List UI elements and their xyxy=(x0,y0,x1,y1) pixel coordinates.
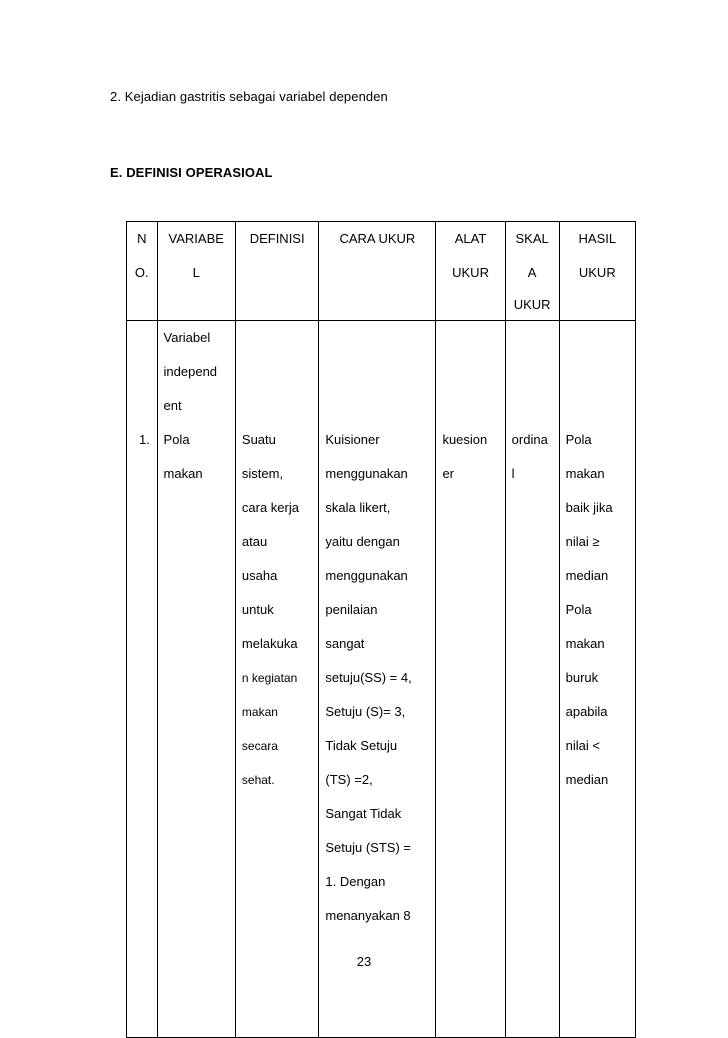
cell-line: sangat xyxy=(325,636,365,651)
header-text: HASIL xyxy=(578,231,617,246)
cell-line: atau xyxy=(241,534,268,549)
cell-line: Sangat Tidak xyxy=(325,806,402,821)
header-text: UKUR xyxy=(513,297,551,312)
header-hasil-ukur xyxy=(559,222,635,321)
section-heading: E. DEFINISI OPERASIOAL xyxy=(110,165,273,180)
cell-line: sehat. xyxy=(241,773,275,787)
cell-line: setuju(SS) = 4, xyxy=(325,670,412,685)
cell-line: menggunakan xyxy=(325,568,408,583)
header-text: UKUR xyxy=(578,265,616,280)
cell-line: Variabel xyxy=(163,330,211,345)
cell-line: Kuisioner xyxy=(325,432,380,447)
cell-variabel xyxy=(157,321,235,1038)
cell-alat-ukur xyxy=(436,321,505,1038)
cell-definisi xyxy=(235,321,318,1038)
cell-line: penilaian xyxy=(325,602,378,617)
cell-line: 1. Dengan xyxy=(325,874,386,889)
header-text: L xyxy=(192,265,200,280)
header-text: UKUR xyxy=(452,265,489,280)
cell-hasil-ukur xyxy=(559,321,635,1038)
cell-line: makan xyxy=(241,705,278,719)
cell-line: kuesion xyxy=(442,432,488,447)
cell-line: menanyakan 8 xyxy=(325,908,411,923)
cell-line: skala likert, xyxy=(325,500,391,515)
cell-line: secara xyxy=(241,739,278,753)
cell-line: menggunakan xyxy=(325,466,408,481)
cell-line: untuk xyxy=(241,602,274,617)
cell-no xyxy=(127,321,158,1038)
header-text: ALAT xyxy=(454,231,487,246)
cell-line: Pola xyxy=(565,602,592,617)
table-header-row xyxy=(127,222,636,321)
cell-line: ordina xyxy=(511,432,548,447)
header-text: N xyxy=(137,231,147,246)
header-text: CARA UKUR xyxy=(339,231,416,246)
subsection-line: 2. Kejadian gastritis sebagai variabel dependen xyxy=(110,89,388,104)
header-no xyxy=(127,222,158,321)
header-alat-ukur xyxy=(436,222,505,321)
cell-line: er xyxy=(442,466,454,481)
cell-line: nilai ≥ xyxy=(565,534,600,549)
header-text: O. xyxy=(134,265,149,280)
cell-line: Setuju (STS) = xyxy=(325,840,411,855)
cell-line: usaha xyxy=(241,568,278,583)
cell-line: nilai < xyxy=(565,738,600,753)
cell-line: makan xyxy=(565,466,605,481)
header-definisi xyxy=(235,222,318,321)
cell-line: median xyxy=(565,772,609,787)
cell-line: baik jika xyxy=(565,500,613,515)
header-text: VARIABE xyxy=(168,231,224,246)
cell-line: makan xyxy=(163,466,203,481)
cell-line: Pola xyxy=(565,432,592,447)
table-row xyxy=(127,321,636,1038)
header-text: A xyxy=(527,265,537,280)
cell-line: apabila xyxy=(565,704,608,719)
cell-line: melakuka xyxy=(241,636,298,651)
cell-line: independ xyxy=(163,364,218,379)
row-number: 1. xyxy=(139,432,150,447)
cell-cara-ukur xyxy=(319,321,436,1038)
cell-line: ent xyxy=(163,398,182,413)
cell-skala-ukur xyxy=(505,321,559,1038)
cell-line: Setuju (S)= 3, xyxy=(325,704,406,719)
header-cara-ukur xyxy=(319,222,436,321)
cell-line: Pola xyxy=(163,432,190,447)
header-variabel xyxy=(157,222,235,321)
cell-line: l xyxy=(511,466,515,481)
cell-line: (TS) =2, xyxy=(325,772,373,787)
cell-line: makan xyxy=(565,636,605,651)
operational-definition-table xyxy=(126,221,636,1038)
header-skala-ukur xyxy=(505,222,559,321)
header-text: DEFINISI xyxy=(249,231,305,246)
cell-line: median xyxy=(565,568,609,583)
cell-line: n kegiatan xyxy=(241,671,298,685)
cell-line: yaitu dengan xyxy=(325,534,400,549)
cell-line: sistem, xyxy=(241,466,284,481)
cell-line: Tidak Setuju xyxy=(325,738,398,753)
page-number: 23 xyxy=(356,954,372,969)
cell-line: cara kerja xyxy=(241,500,299,515)
cell-line: Suatu xyxy=(241,432,276,447)
header-text: SKAL xyxy=(515,231,549,246)
cell-line: buruk xyxy=(565,670,599,685)
